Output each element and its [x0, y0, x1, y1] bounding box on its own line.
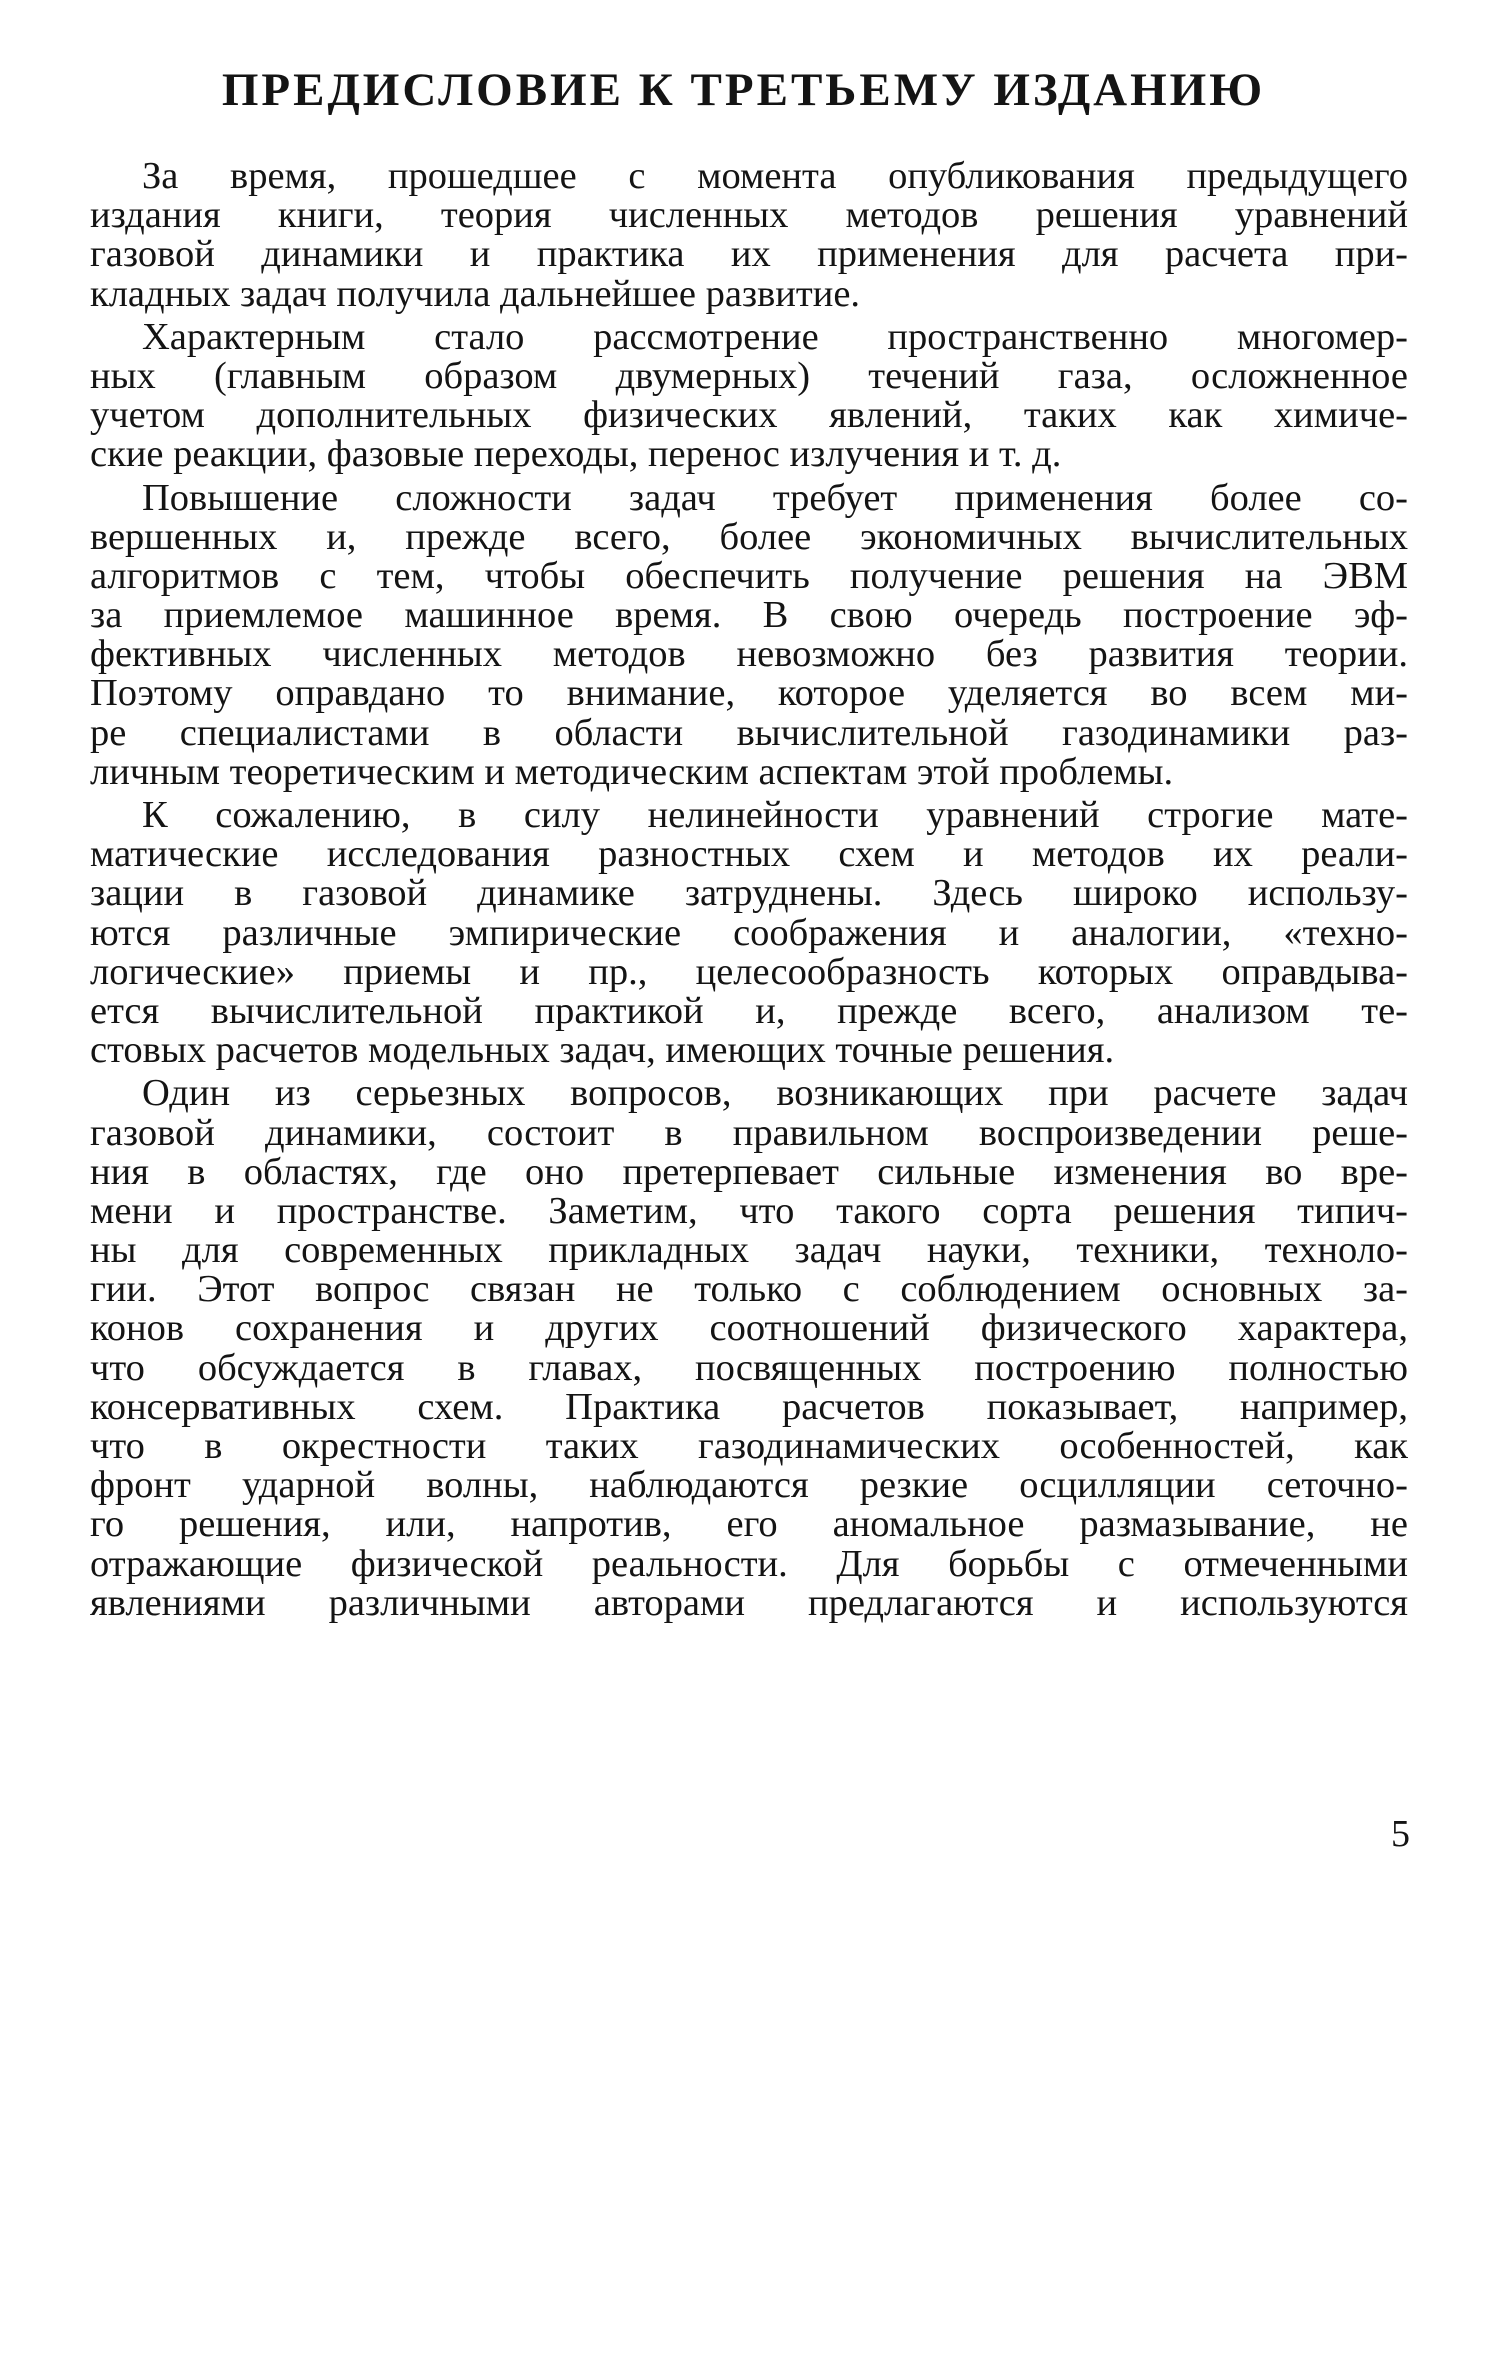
- page-number: 5: [1391, 1813, 1410, 1855]
- text-line: Поэтому оправдано то внимание, которое уделяется во всем ми-: [90, 672, 1408, 715]
- text-line: фективных численных методов невозможно без развития теории.: [90, 633, 1408, 676]
- text-line: за приемлемое машинное время. В свою очередь построение эф-: [90, 594, 1408, 637]
- text-line: стовых расчетов модельных задач, имеющих точные решения.: [90, 1029, 1115, 1072]
- text-line: ются различные эмпирические соображения и аналогии, «техно-: [90, 911, 1408, 954]
- page-title: ПРЕДИСЛОВИЕ К ТРЕТЬЕМУ ИЗДАНИЮ: [221, 64, 1266, 116]
- text-line: ские реакции, фазовые переходы, перенос излучения и т. д.: [90, 433, 1062, 476]
- text-line: ны для современных прикладных задач науки, техники, техноло-: [90, 1229, 1408, 1272]
- text-line: алгоритмов с тем, чтобы обеспечить получение решения на ЭВМ: [90, 554, 1408, 597]
- paragraph: [90, 315, 1408, 476]
- paragraph: [90, 157, 1408, 314]
- text-line: кладных задач получила дальнейшее развитие.: [90, 272, 861, 315]
- text-line: го решения, или, напротив, его аномальное размазывание, не: [90, 1503, 1408, 1546]
- text-line: конов сохранения и других соотношений физического характера,: [90, 1307, 1408, 1350]
- text-line: За время, прошедшее с момента опубликования предыдущего: [142, 155, 1408, 197]
- text-line: ния в областях, где оно претерпевает сильные изменения во вре-: [90, 1150, 1408, 1193]
- text-line: отражающие физической реальности. Для борьбы с отмеченными: [90, 1542, 1408, 1585]
- text-line: газовой динамики и практика их применения для расчета при-: [90, 233, 1408, 276]
- text-line: Повышение сложности задач требует применения более со-: [142, 476, 1408, 519]
- text-line: ре специалистами в области вычислительной газодинамики раз-: [90, 711, 1408, 754]
- text-line: явлениями различными авторами предлагаются и используются: [90, 1581, 1408, 1624]
- text-line: гии. Этот вопрос связан не только с соблюдением основных за-: [90, 1268, 1408, 1311]
- text-line: зации в газовой динамике затруднены. Здесь широко использу-: [90, 872, 1408, 915]
- text-line: К сожалению, в силу нелинейности уравнений строгие мате-: [142, 794, 1408, 836]
- text-line: учетом дополнительных физических явлений, таких как химиче-: [90, 394, 1408, 437]
- body-text: [90, 157, 1408, 1623]
- text-line: вершенных и, прежде всего, более экономичных вычислительных: [90, 515, 1408, 558]
- text-line: консервативных схем. Практика расчетов показывает, например,: [90, 1385, 1408, 1428]
- text-line: логические» приемы и пр., целесообразность которых оправдыва-: [90, 950, 1408, 993]
- text-line: что обсуждается в главах, посвященных построению полностью: [90, 1346, 1408, 1389]
- paragraph: [90, 476, 1408, 793]
- text-line: ется вычислительной практикой и, прежде всего, анализом те-: [90, 989, 1408, 1032]
- text-line: мени и пространстве. Заметим, что такого сорта решения типич-: [90, 1189, 1408, 1232]
- text-line: издания книги, теория численных методов решения уравнений: [90, 194, 1408, 237]
- text-line: что в окрестности таких газодинамических особенностей, как: [90, 1425, 1408, 1467]
- text-line: матические исследования разностных схем и методов их реали-: [90, 833, 1408, 876]
- paragraph: [90, 1074, 1408, 1623]
- text-line: газовой динамики, состоит в правильном воспроизведении реше-: [90, 1111, 1408, 1154]
- text-line: ных (главным образом двумерных) течений газа, осложненное: [90, 354, 1408, 397]
- text-line: Один из серьезных вопросов, возникающих при расчете задач: [142, 1072, 1408, 1115]
- text-line: фронт ударной волны, наблюдаются резкие осцилляции сеточно-: [90, 1464, 1408, 1507]
- text-line: личным теоретическим и методическим аспектам этой проблемы.: [90, 750, 1174, 793]
- text-line: Характерным стало рассмотрение пространственно многомер-: [142, 315, 1408, 358]
- paragraph: [90, 796, 1408, 1070]
